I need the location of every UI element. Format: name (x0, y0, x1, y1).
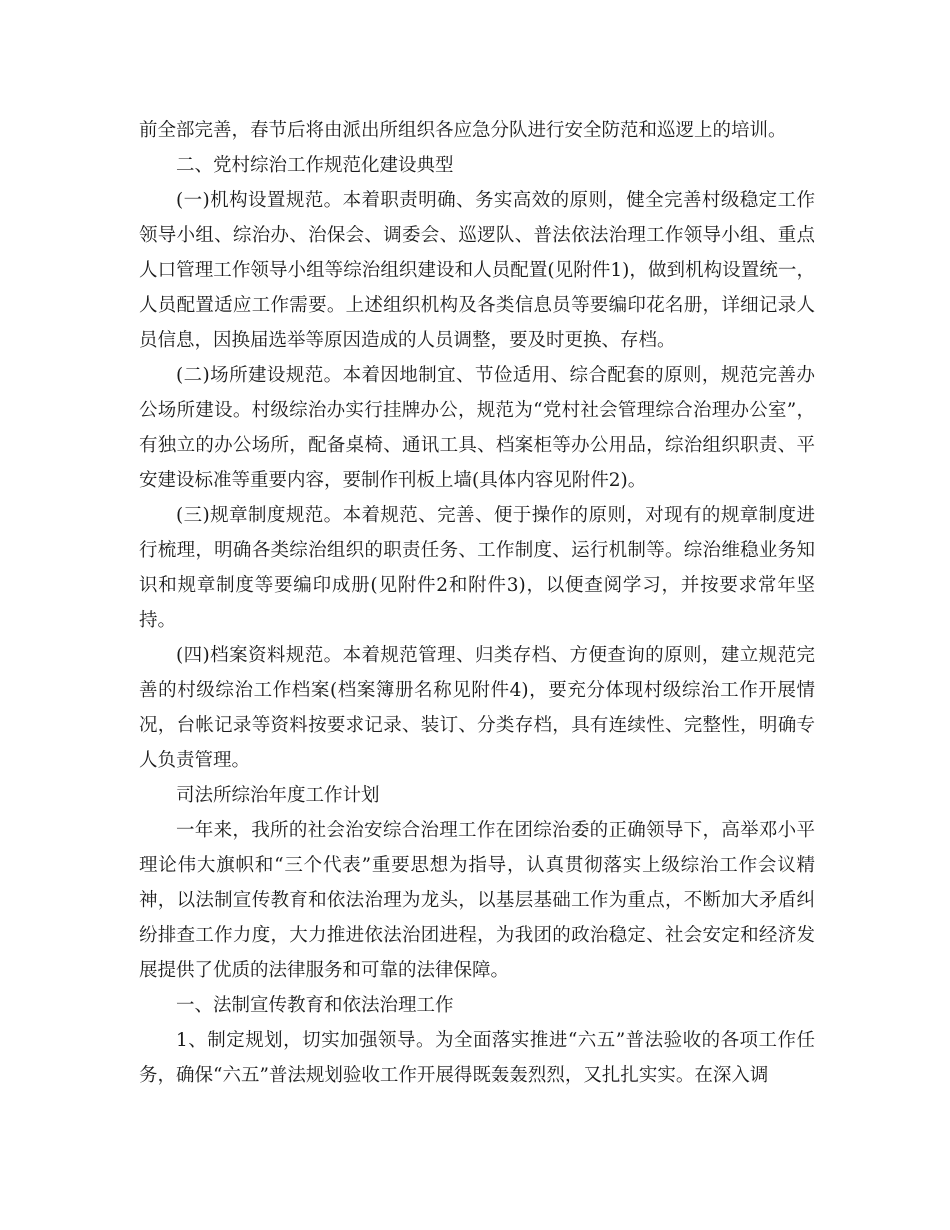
paragraph-intro: 一年来，我所的社会治安综合治理工作在团综治委的正确领导下，高举邓小平理论伟大旗帜和“三个代表”重要思想为指导，认真贯彻落实上级综治工作会议精神，以法制宣传教育和依法治理为龙头，以基层基础工作为重点，不断加大矛盾纠纷排查工作力度，大力推进依法治团进程，为我团的政治稳定、社会安定和经济发展提供了优质的法律服务和可靠的法律保障。 (139, 820, 815, 981)
paragraph-organization: (一)机构设置规范。本着职责明确、务实高效的原则，健全完善村级稳定工作领导小组、综治办、治保会、调委会、巡逻队、普法依法治理工作领导小组、重点人口管理工作领导小组等综治组织建设和人员配置(见附件1)，做到机构设置统一，人员配置适应工作需要。上述组织机构及各类信息员等要编印花名册，详细记录人员信息，因换届选举等原因造成的人员调整，要及时更换、存档。 (139, 190, 815, 351)
paragraph-archives: (四)档案资料规范。本着规范管理、归类存档、方便查询的原则，建立规范完善的村级综治工作档案(档案簿册名称见附件4)，要充分体现村级综治工作开展情况，台帐记录等资料按要求记录、装订、分类存档，具有连续性、完整性，明确专人负责管理。 (139, 645, 815, 771)
section-heading-2: 二、党村综治工作规范化建设典型 (176, 155, 454, 176)
paragraph-rules: (三)规章制度规范。本着规范、完善、便于操作的原则，对现有的规章制度进行梳理，明确各类综治组织的职责任务、工作制度、运行机制等。综治维稳业务知识和规章制度等要编印成册(见附件2和附件3)，以便查阅学习，并按要求常年坚持。 (139, 505, 815, 631)
paragraph-planning: 1、制定规划，切实加强领导。为全面落实推进“六五”普法验收的各项工作任务，确保“六五”普法规划验收工作开展得既轰轰烈烈，又扎扎实实。在深入调 (139, 1030, 815, 1086)
paragraph-venue: (二)场所建设规范。本着因地制宜、节俭适用、综合配套的原则，规范完善办公场所建设。村级综治办实行挂牌办公，规范为“党村社会管理综合治理办公室”，有独立的办公场所，配备桌椅、通讯工具、档案柜等办公用品，综治组织职责、平安建设标准等重要内容，要制作刊板上墙(具体内容见附件2)。 (139, 365, 815, 491)
document-body (139, 113, 815, 1093)
paragraph-1: 前全部完善，春节后将由派出所组织各应急分队进行安全防范和巡逻上的培训。 (139, 120, 787, 141)
document-title: 司法所综治年度工作计划 (176, 785, 380, 806)
section-heading-1: 一、法制宣传教育和依法治理工作 (176, 995, 454, 1016)
